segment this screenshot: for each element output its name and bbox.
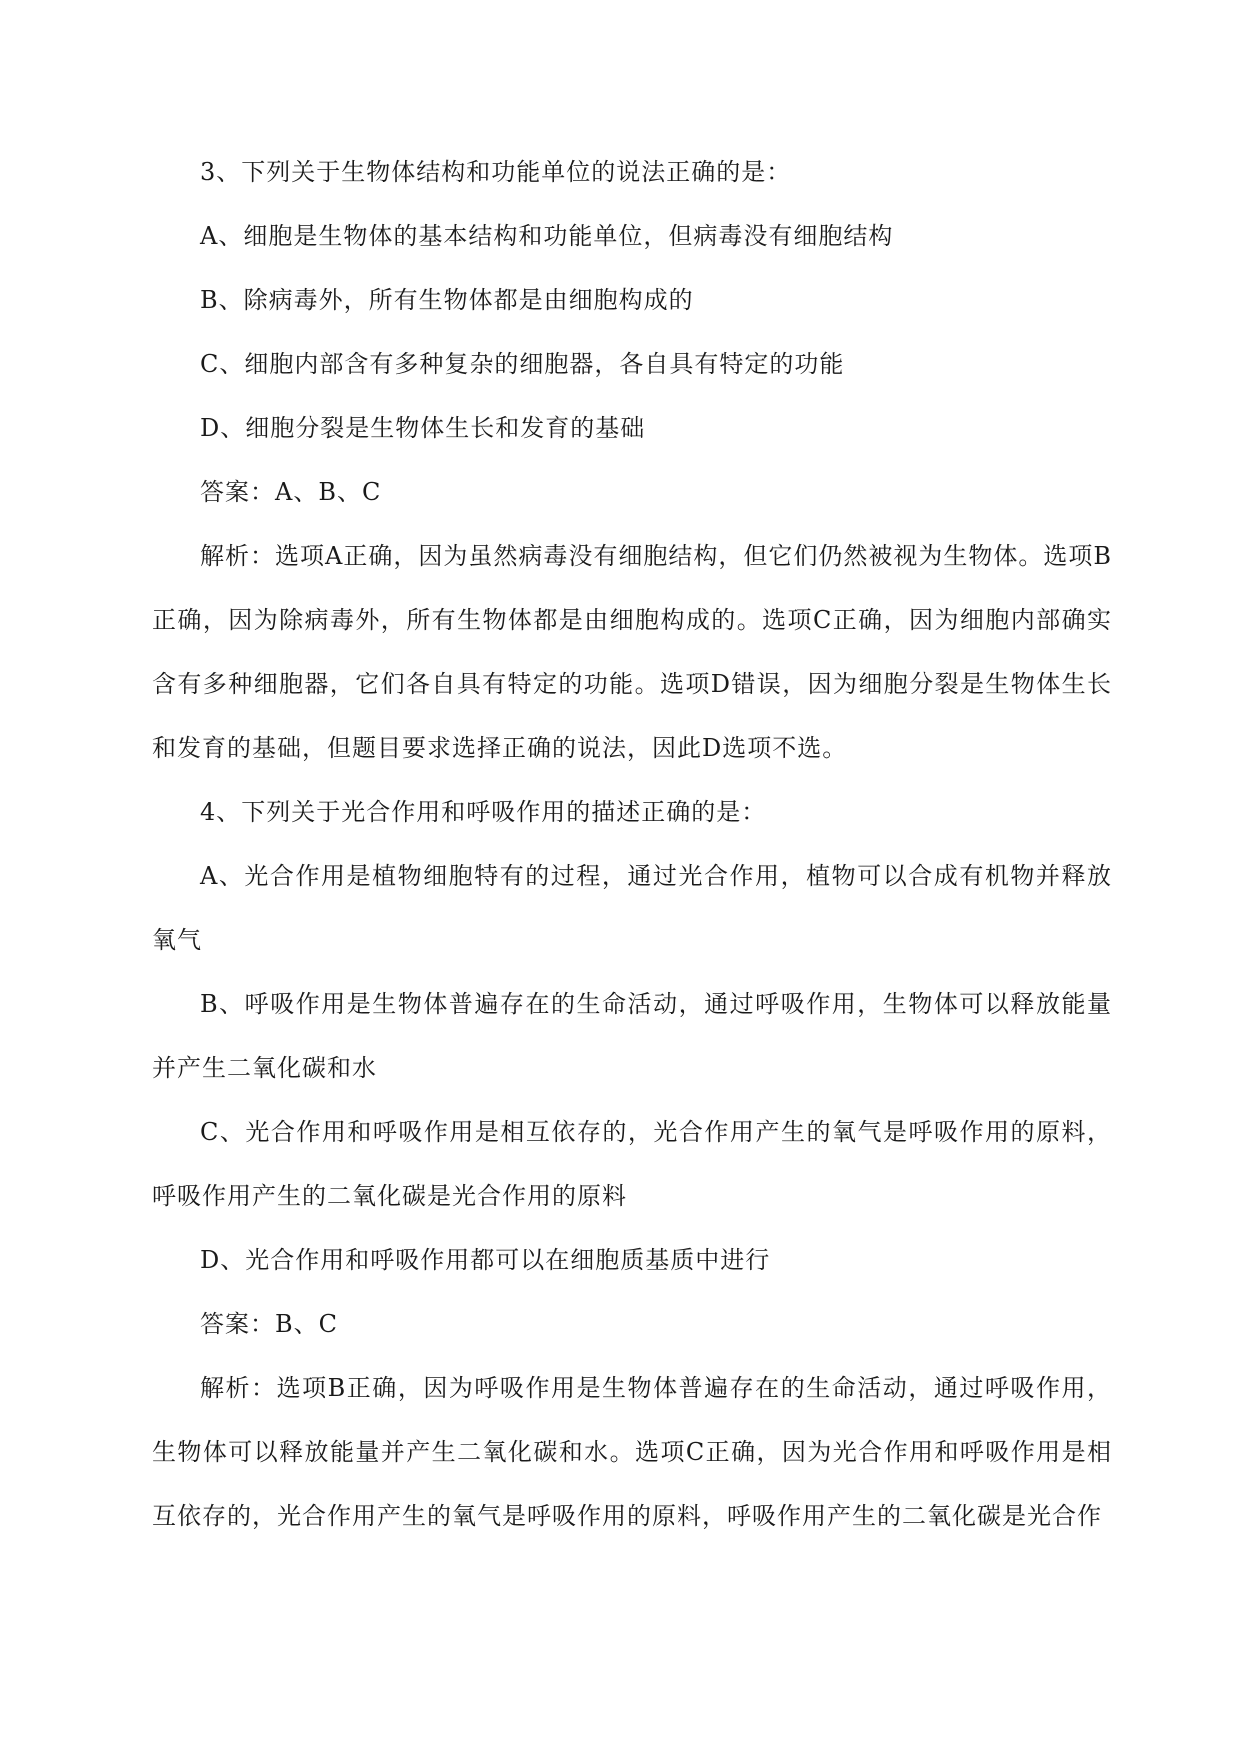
question-stem: 3、下列关于生物体结构和功能单位的说法正确的是： [200, 158, 792, 186]
option-c: C、光合作用和呼吸作用是相互依存的，光合作用产生的氧气是呼吸作用的原料，呼吸作用产生的二氧化碳是光合作用的原料 [152, 1118, 1112, 1210]
option-b: B、除病毒外，所有生物体都是由细胞构成的 [200, 286, 694, 314]
explanation: 解析：选项A正确，因为虽然病毒没有细胞结构，但它们仍然被视为生物体。选项B正确，因为除病毒外，所有生物体都是由细胞构成的。选项C正确，因为细胞内部确实含有多种细胞器，它们各自具有特定的功能。选项D错误，因为细胞分裂是生物体生长和发育的基础，但题目要求选择正确的说法，因此D选项不选。 [152, 542, 1112, 762]
question-stem: 4、下列关于光合作用和呼吸作用的描述正确的是： [200, 798, 767, 826]
option-b: B、呼吸作用是生物体普遍存在的生命活动，通过呼吸作用，生物体可以释放能量并产生二氧化碳和水 [152, 990, 1112, 1082]
answer: 答案：B、C [200, 1310, 338, 1338]
question-3 [152, 140, 1112, 780]
option-d: D、细胞分裂是生物体生长和发育的基础 [200, 414, 646, 442]
explanation: 解析：选项B正确，因为呼吸作用是生物体普遍存在的生命活动，通过呼吸作用，生物体可以释放能量并产生二氧化碳和水。选项C正确，因为光合作用和呼吸作用是相互依存的，光合作用产生的氧气是呼吸作用的原料，呼吸作用产生的二氧化碳是光合作 [152, 1374, 1112, 1530]
question-4 [152, 780, 1112, 1548]
option-d: D、光合作用和呼吸作用都可以在细胞质基质中进行 [200, 1246, 771, 1274]
option-a: A、光合作用是植物细胞特有的过程，通过光合作用，植物可以合成有机物并释放氧气 [152, 862, 1112, 954]
answer: 答案：A、B、C [200, 478, 382, 506]
option-c: C、细胞内部含有多种复杂的细胞器，各自具有特定的功能 [200, 350, 845, 378]
document-body [152, 140, 1112, 1548]
option-a: A、细胞是生物体的基本结构和功能单位，但病毒没有细胞结构 [200, 222, 894, 250]
